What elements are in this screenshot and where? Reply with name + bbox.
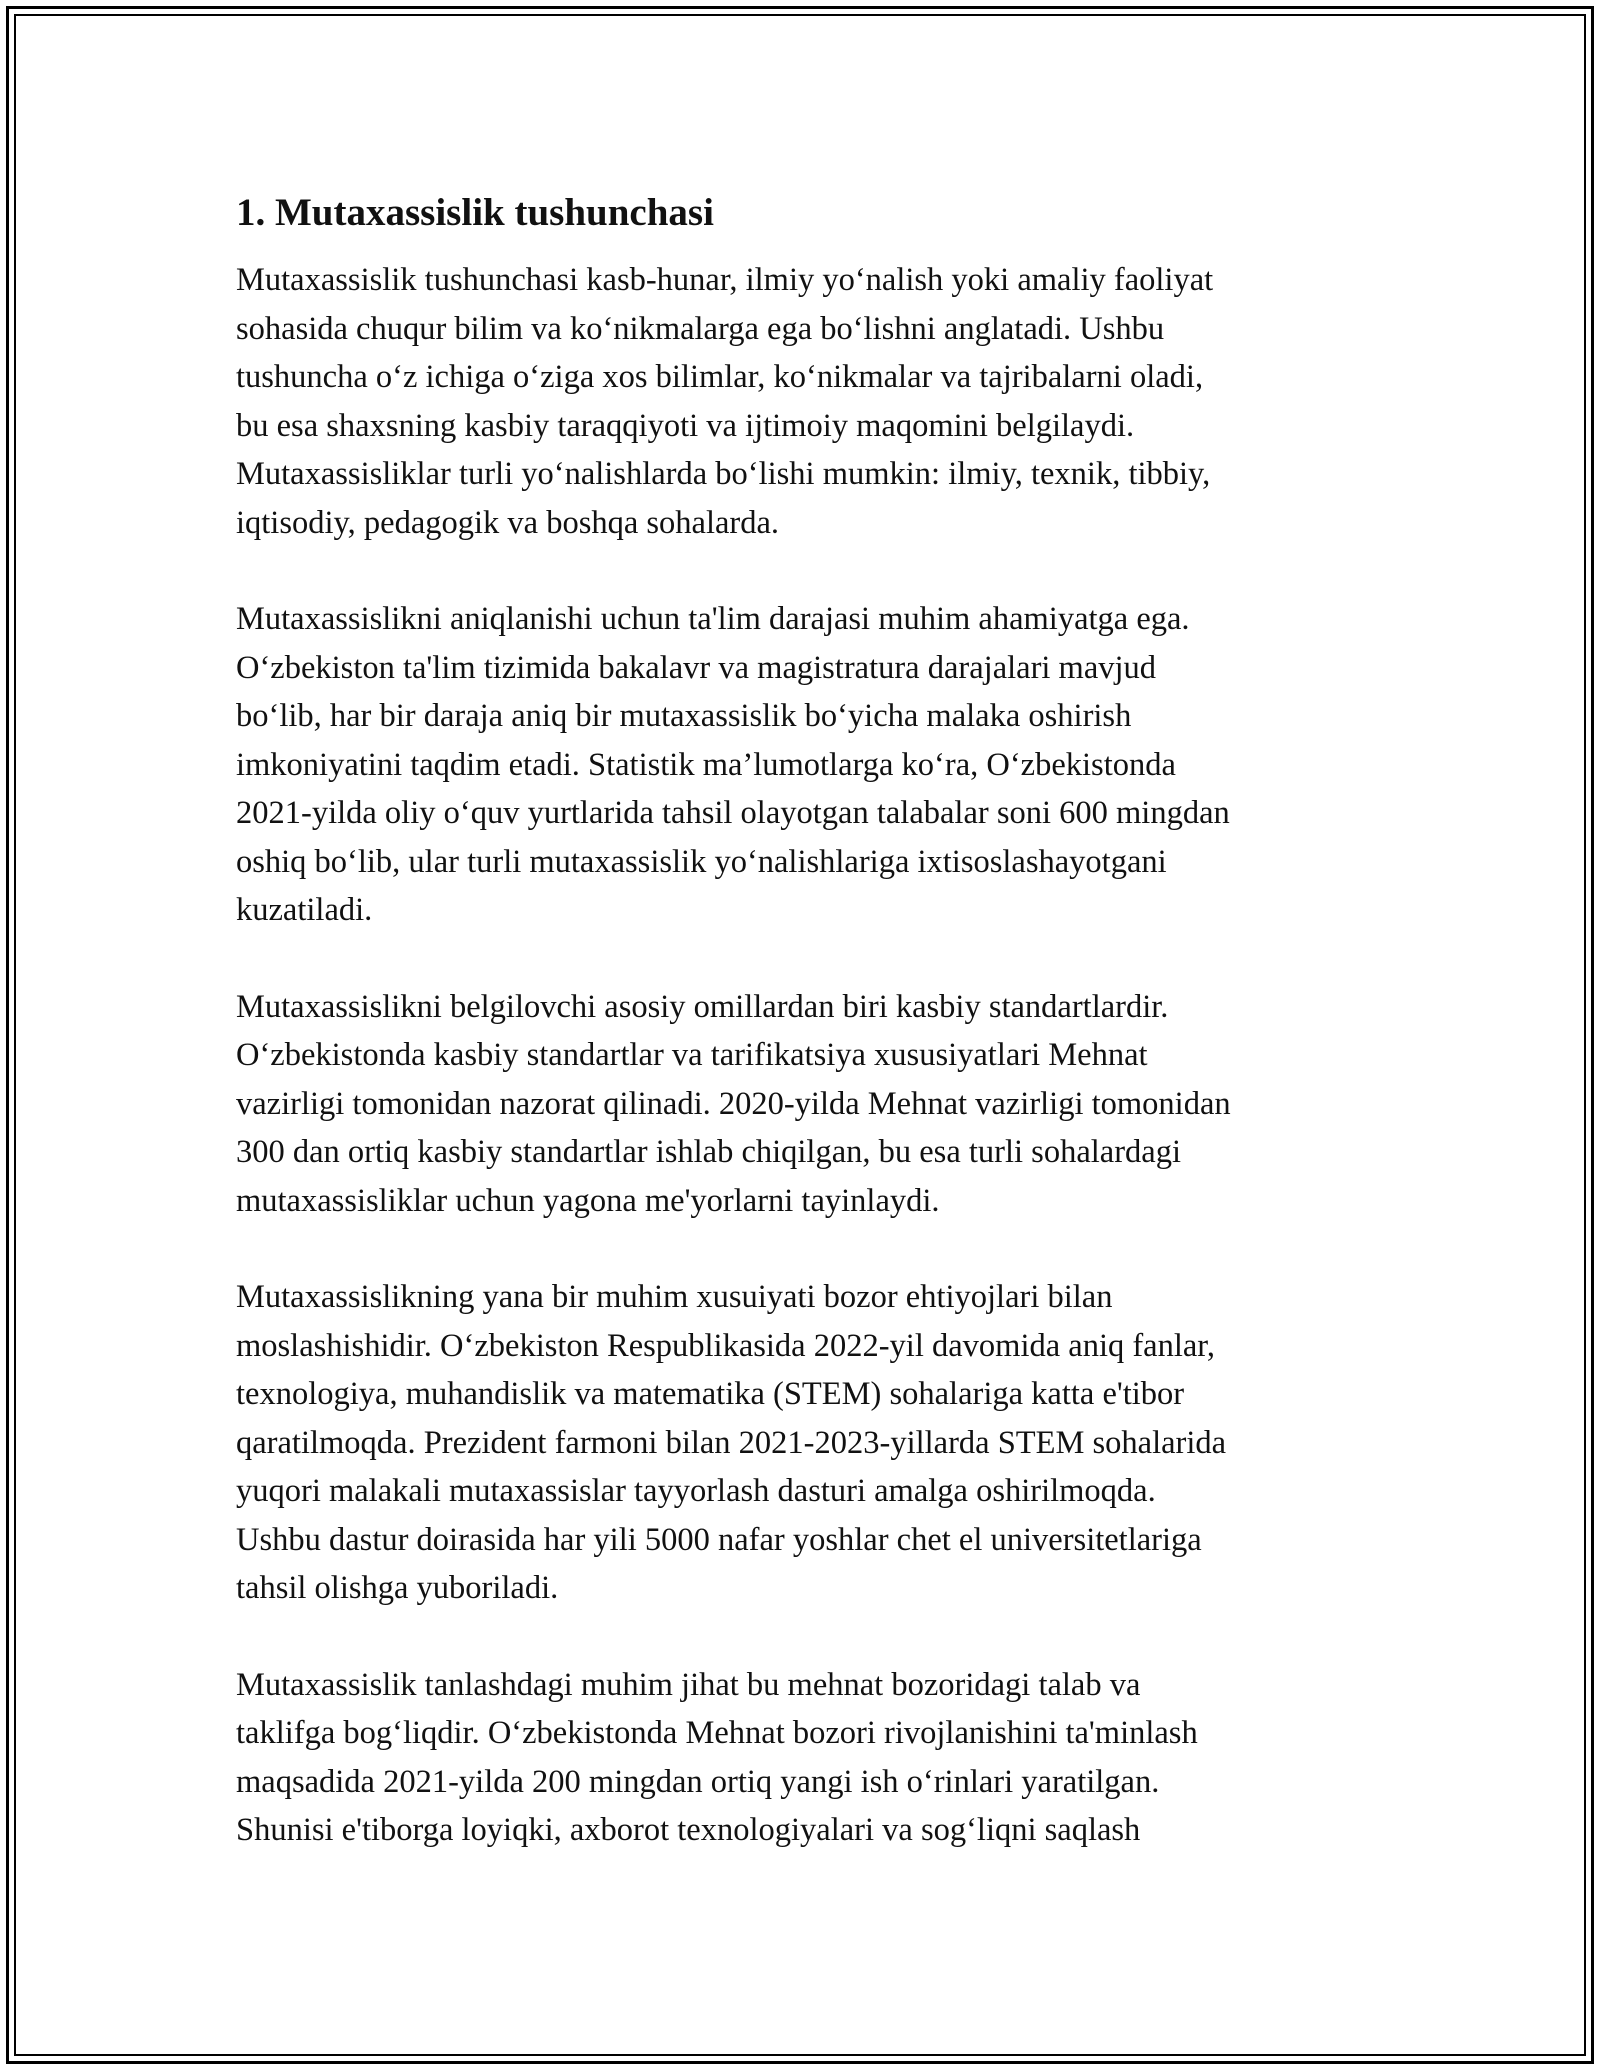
paragraph-line: tushuncha o‘z ichiga o‘ziga xos bilimlar, ko‘nikmalar va tajribalarni oladi,	[236, 359, 1204, 395]
paragraph-line: 300 dan ortiq kasbiy standartlar ishlab chiqilgan, bu esa turli sohalardagi	[236, 1134, 1181, 1170]
paragraph-line: Mutaxassislik tanlashdagi muhim jihat bu mehnat bozoridagi talab va	[236, 1666, 1141, 1703]
paragraph-line: texnologiya, muhandislik va matematika (STEM) sohalariga katta e'tibor	[236, 1376, 1185, 1412]
paragraph-line: mutaxassisliklar uchun yagona me'yorlarni tayinlaydi.	[236, 1182, 940, 1219]
paragraph-line: Mutaxassislikning yana bir muhim xusuiyati bozor ehtiyojlari bilan	[236, 1279, 1113, 1315]
section-heading: 1. Mutaxassislik tushunchasi	[236, 191, 714, 234]
paragraph-line: bu esa shaxsning kasbiy taraqqiyoti va ijtimoiy maqomini belgilaydi.	[236, 407, 1135, 444]
paragraph-line: Mutaxassislikni aniqlanishi uchun ta'lim darajasi muhim ahamiyatga ega.	[236, 601, 1190, 637]
paragraph	[236, 1273, 1376, 1613]
paragraph-line: Mutaxassisliklar turli yo‘nalishlarda bo‘lishi mumkin: ilmiy, texnik, tibbiy,	[236, 456, 1211, 492]
paragraph-line: moslashishidir. O‘zbekiston Respublikasida 2022-yil davomida aniq fanlar,	[236, 1327, 1215, 1364]
paragraph-line: Mutaxassislik tushunchasi kasb-hunar, ilmiy yo‘nalish yoki amaliy faoliyat	[236, 262, 1214, 298]
paragraph-line: yuqori malakali mutaxassislar tayyorlash dasturi amalga oshirilmoqda.	[236, 1473, 1156, 1509]
paragraph-line: O‘zbekistonda kasbiy standartlar va tarifikatsiya xususiyatlari Mehnat	[236, 1037, 1148, 1073]
paragraph-line: bo‘lib, har bir daraja aniq bir mutaxassislik bo‘yicha malaka oshirish	[236, 698, 1132, 734]
paragraph-line: sohasida chuqur bilim va ko‘nikmalarga ega bo‘lishni anglatadi. Ushbu	[236, 310, 1165, 347]
paragraph-line: maqsadida 2021-yilda 200 mingdan ortiq yangi ish o‘rinlari yaratilgan.	[236, 1763, 1160, 1800]
paragraph-line: Ushbu dastur doirasida har yili 5000 nafar yoshlar chet el universitetlariga	[236, 1521, 1202, 1558]
paragraph-line: vazirligi tomonidan nazorat qilinadi. 2020-yilda Mehnat vazirligi tomonidan	[236, 1085, 1231, 1122]
paragraph-line: Shunisi e'tiborga loyiqki, axborot texnologiyalari va sog‘liqni saqlash	[236, 1812, 1141, 1848]
paragraph	[236, 256, 1376, 547]
paragraph-line: 2021-yilda oliy o‘quv yurtlarida tahsil olayotgan talabalar soni 600 mingdan	[236, 795, 1230, 831]
paragraph-line: Mutaxassislikni belgilovchi asosiy omillardan biri kasbiy standartlardir.	[236, 988, 1169, 1025]
paragraph-line: kuzatiladi.	[236, 892, 373, 928]
paragraph-line: oshiq bo‘lib, ular turli mutaxassislik yo‘nalishlariga ixtisoslashayotgani	[236, 843, 1167, 880]
paragraph-line: qaratilmoqda. Prezident farmoni bilan 2021-2023-yillarda STEM sohalarida	[236, 1424, 1227, 1461]
paragraph-list	[236, 256, 1376, 1855]
paragraph-line: taklifga bog‘liqdir. O‘zbekistonda Mehnat bozori rivojlanishini ta'minlash	[236, 1715, 1198, 1751]
paragraph-line: tahsil olishga yuboriladi.	[236, 1570, 559, 1606]
paragraph	[236, 983, 1376, 1226]
paragraph-line: O‘zbekiston ta'lim tizimida bakalavr va magistratura darajalari mavjud	[236, 649, 1157, 686]
paragraph-line: iqtisodiy, pedagogik va boshqa sohalarda.	[236, 504, 780, 541]
paragraph	[236, 595, 1376, 935]
document-body	[236, 188, 1376, 1903]
paragraph	[236, 1661, 1376, 1855]
paragraph-line: imkoniyatini taqdim etadi. Statistik ma’lumotlarga ko‘ra, O‘zbekistonda	[236, 746, 1176, 783]
